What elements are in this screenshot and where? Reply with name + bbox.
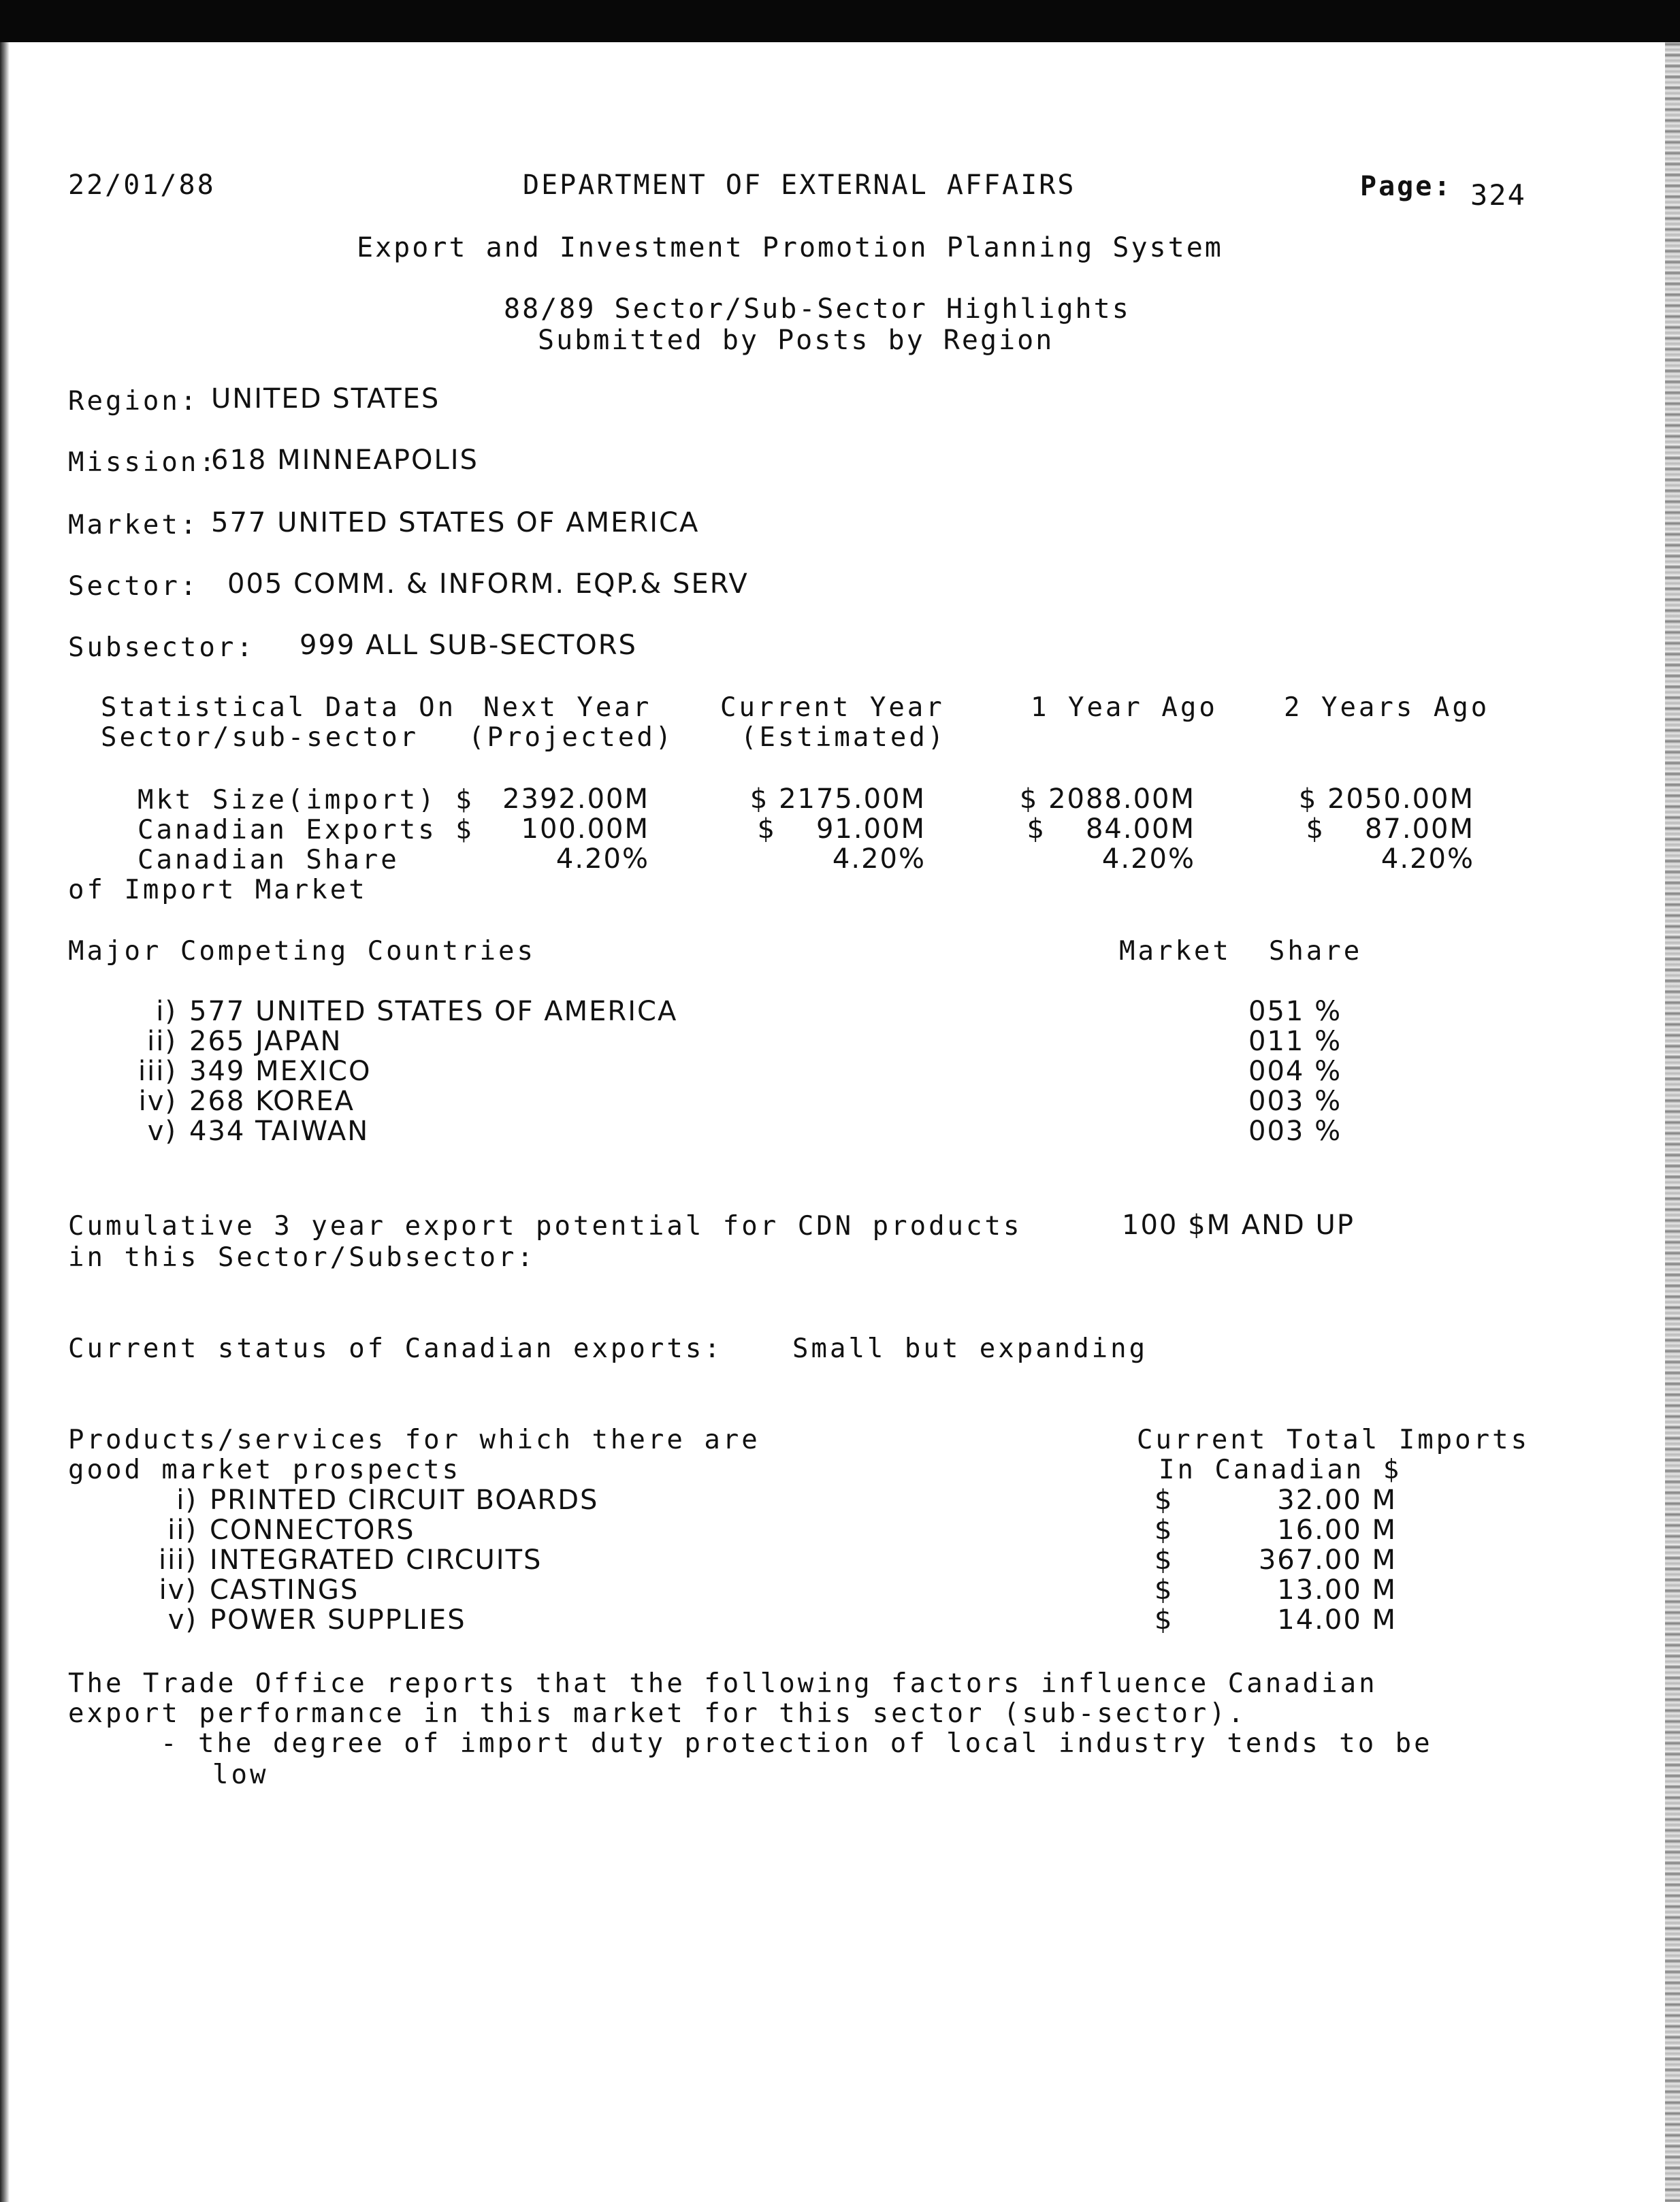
market-share-header: Market Share bbox=[1119, 936, 1363, 967]
products-label-2: good market prospects bbox=[68, 1455, 462, 1485]
competitor-share: 051 % bbox=[1248, 996, 1342, 1027]
stats-header-projected: (Projected) bbox=[468, 722, 675, 753]
market-label: Market: bbox=[68, 510, 199, 540]
competitor-country: 349 MEXICO bbox=[189, 1056, 372, 1087]
sector-value: 005 COMM. & INFORM. EQP.& SERV bbox=[227, 568, 749, 600]
export-potential-label: Cumulative 3 year export potential for CDN products bbox=[68, 1211, 1022, 1242]
stats-row-label: Canadian Share bbox=[138, 845, 400, 875]
page-label: Page: bbox=[1360, 171, 1453, 202]
stats-header-label-1: Statistical Data On bbox=[101, 692, 457, 723]
product-currency: $ bbox=[1154, 1574, 1174, 1606]
stats-value-cell: 100.00M bbox=[521, 813, 649, 845]
product-currency: $ bbox=[1154, 1604, 1174, 1636]
sector-label: Sector: bbox=[68, 571, 199, 602]
stats-header-2-years-ago: 2 Years Ago bbox=[1284, 692, 1490, 723]
mission-value: 618 MINNEAPOLIS bbox=[211, 444, 479, 476]
product-currency: $ bbox=[1154, 1485, 1174, 1516]
product-numeral: iv) bbox=[159, 1574, 197, 1606]
page-number: 324 bbox=[1470, 178, 1526, 212]
competitors-title: Major Competing Countries bbox=[68, 936, 536, 967]
stats-header-current-year: Current Year bbox=[720, 692, 945, 723]
competitor-numeral: iii) bbox=[138, 1056, 177, 1087]
stats-header-next-year: Next Year bbox=[483, 692, 652, 723]
product-currency: $ bbox=[1154, 1515, 1174, 1546]
report-title: 88/89 Sector/Sub-Sector Highlights bbox=[504, 293, 1131, 325]
export-potential-label-2: in this Sector/Subsector: bbox=[68, 1242, 536, 1273]
region-label: Region: bbox=[68, 386, 199, 417]
stats-row-label: Mkt Size(import) $ bbox=[138, 785, 474, 815]
stats-header-1-year-ago: 1 Year Ago bbox=[1031, 692, 1218, 723]
stats-value-cell: 2392.00M bbox=[502, 783, 649, 815]
stats-value-cell: $ 87.00M bbox=[1306, 813, 1474, 845]
export-status-value: Small but expanding bbox=[792, 1333, 1148, 1364]
product-amount: 16.00 M bbox=[1277, 1515, 1397, 1546]
product-amount: 32.00 M bbox=[1277, 1485, 1397, 1516]
department-name: DEPARTMENT OF EXTERNAL AFFAIRS bbox=[523, 169, 1076, 201]
scan-top-border bbox=[0, 0, 1680, 42]
factors-text-2: export performance in this market for this sector (sub-sector). bbox=[68, 1698, 1247, 1729]
imports-subheader: In Canadian $ bbox=[1159, 1455, 1402, 1485]
product-name: POWER SUPPLIES bbox=[210, 1604, 466, 1636]
product-numeral: i) bbox=[176, 1485, 197, 1516]
products-label: Products/services for which there are bbox=[68, 1425, 760, 1455]
stats-value-cell: 4.20% bbox=[1101, 843, 1195, 875]
factors-text: The Trade Office reports that the following factors influence Canadian bbox=[68, 1668, 1378, 1699]
competitor-country: 265 JAPAN bbox=[189, 1026, 342, 1057]
export-potential-value: 100 $M AND UP bbox=[1122, 1210, 1355, 1241]
competitor-numeral: iv) bbox=[138, 1086, 177, 1117]
product-name: CASTINGS bbox=[210, 1574, 359, 1606]
scan-left-edge bbox=[0, 42, 10, 2202]
product-name: PRINTED CIRCUIT BOARDS bbox=[210, 1485, 599, 1516]
competitor-numeral: i) bbox=[156, 996, 177, 1027]
export-status-label: Current status of Canadian exports: bbox=[68, 1333, 723, 1364]
subsector-value: 999 ALL SUB-SECTORS bbox=[300, 630, 637, 661]
stats-value-cell: 4.20% bbox=[555, 843, 649, 875]
competitor-share: 003 % bbox=[1248, 1086, 1342, 1117]
report-subtitle: Submitted by Posts by Region bbox=[538, 325, 1054, 356]
system-title: Export and Investment Promotion Planning System bbox=[357, 232, 1223, 263]
product-currency: $ bbox=[1154, 1544, 1174, 1576]
stats-header-estimated: (Estimated) bbox=[741, 722, 947, 753]
product-amount: 14.00 M bbox=[1277, 1604, 1397, 1636]
factor-bullet-continuation: low bbox=[212, 1760, 269, 1790]
market-value: 577 UNITED STATES OF AMERICA bbox=[211, 507, 700, 538]
stats-value-cell: $ 2088.00M bbox=[1019, 783, 1195, 815]
product-numeral: ii) bbox=[167, 1515, 197, 1546]
competitor-numeral: v) bbox=[147, 1116, 177, 1147]
stats-value-cell: $ 84.00M bbox=[1027, 813, 1195, 845]
subsector-label: Subsector: bbox=[68, 632, 255, 663]
stats-header-label-2: Sector/sub-sector bbox=[101, 722, 419, 753]
competitor-share: 004 % bbox=[1248, 1056, 1342, 1087]
competitor-country: 434 TAIWAN bbox=[189, 1116, 370, 1147]
stats-value-cell: 4.20% bbox=[832, 843, 926, 875]
stats-value-cell: $ 2050.00M bbox=[1298, 783, 1474, 815]
region-value: UNITED STATES bbox=[211, 383, 440, 415]
scan-right-edge bbox=[1665, 42, 1680, 2202]
report-date: 22/01/88 bbox=[68, 169, 216, 201]
imports-header: Current Total Imports bbox=[1137, 1425, 1530, 1455]
competitor-share: 011 % bbox=[1248, 1026, 1342, 1057]
stats-value-cell: 4.20% bbox=[1380, 843, 1474, 875]
stats-row-continuation: of Import Market bbox=[68, 875, 368, 905]
competitor-country: 268 KOREA bbox=[189, 1086, 355, 1117]
mission-label: Mission: bbox=[68, 447, 218, 478]
product-amount: 367.00 M bbox=[1258, 1544, 1397, 1576]
stats-row-label: Canadian Exports $ bbox=[138, 815, 474, 845]
competitor-numeral: ii) bbox=[147, 1026, 177, 1057]
competitor-country: 577 UNITED STATES OF AMERICA bbox=[189, 996, 678, 1027]
product-name: INTEGRATED CIRCUITS bbox=[210, 1544, 543, 1576]
product-numeral: v) bbox=[167, 1604, 197, 1636]
product-numeral: iii) bbox=[159, 1544, 197, 1576]
product-name: CONNECTORS bbox=[210, 1515, 415, 1546]
product-amount: 13.00 M bbox=[1277, 1574, 1397, 1606]
competitor-share: 003 % bbox=[1248, 1116, 1342, 1147]
stats-value-cell: $ 2175.00M bbox=[749, 783, 926, 815]
factor-bullet: - the degree of import duty protection of local industry tends to be bbox=[161, 1728, 1433, 1759]
stats-value-cell: $ 91.00M bbox=[757, 813, 926, 845]
